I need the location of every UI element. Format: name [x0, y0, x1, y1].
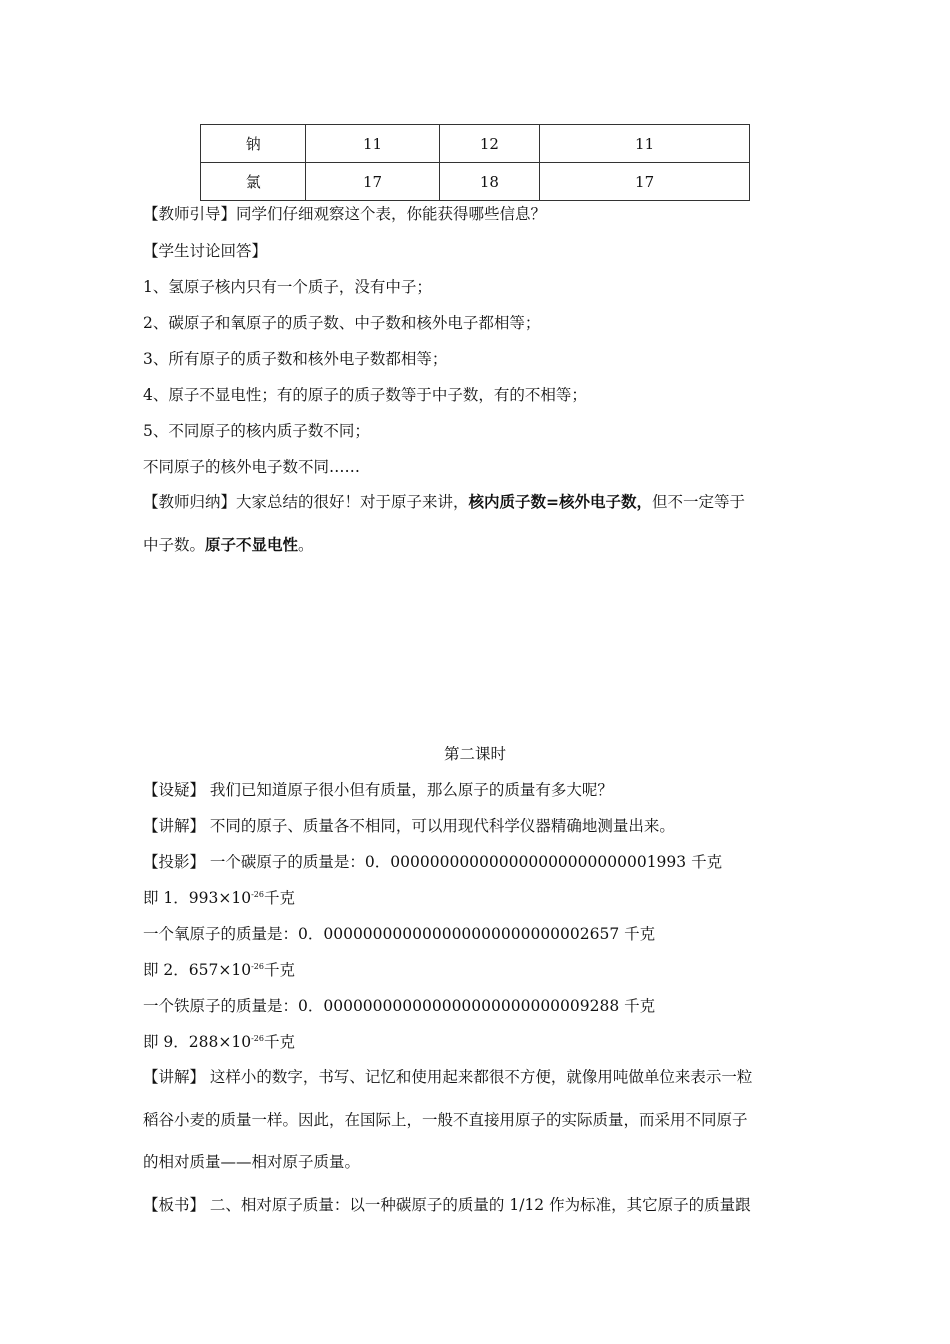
table-cell-electrons: 11	[540, 125, 750, 163]
answer-item-2: 2、碳原子和氧原子的质子数、中子数和核外电子都相等；	[143, 314, 541, 332]
table-row	[201, 125, 750, 163]
iron-exponent: -26	[251, 1033, 264, 1043]
explain-line-2: 【讲解】 这样小的数字，书写、记忆和使用起来都很不方便，就像用吨做单位来表示一粒	[143, 1068, 753, 1086]
teacher-summary-line	[143, 491, 745, 513]
oxygen-unit: 千克	[263, 961, 295, 979]
answer-item-1: 1、氢原子核内只有一个质子，没有中子；	[143, 278, 432, 296]
summary-text: 中子数。	[143, 536, 206, 554]
summary-text-end: 但不一定等于	[652, 493, 746, 511]
answer-item-3: 3、所有原子的质子数和核外电子数都相等；	[143, 350, 448, 368]
blackboard-line: 【板书】 二、相对原子质量：以一种碳原子的质量的 1/12 作为标准，其它原子的质量跟	[143, 1196, 751, 1214]
table-cell-neutrons: 18	[439, 163, 539, 201]
table-cell-element: 钠	[201, 125, 306, 163]
answer-item-5: 5、不同原子的核内质子数不同；	[143, 422, 370, 440]
student-discussion-heading: 【学生讨论回答】	[143, 242, 268, 260]
carbon-exponent: -26	[251, 889, 264, 899]
atom-table	[200, 124, 750, 201]
oxygen-scientific-line	[143, 959, 295, 981]
summary-punct: 。	[298, 536, 314, 554]
carbon-unit: 千克	[263, 889, 295, 907]
table-cell-neutrons: 12	[439, 125, 539, 163]
carbon-mantissa: 即 1．993×10	[143, 889, 252, 907]
table-row	[201, 163, 750, 201]
iron-mantissa: 即 9．288×10	[143, 1033, 252, 1051]
oxygen-mantissa: 即 2．657×10	[143, 961, 252, 979]
iron-unit: 千克	[263, 1033, 295, 1051]
table-cell-protons: 11	[306, 125, 439, 163]
explain-line-4: 的相对质量——相对原子质量。	[143, 1153, 361, 1171]
section-title: 第二课时	[443, 745, 506, 763]
table-cell-protons: 17	[306, 163, 439, 201]
iron-scientific-line	[143, 1031, 295, 1053]
question-line: 【设疑】 我们已知道原子很小但有质量，那么原子的质量有多大呢？	[143, 781, 613, 799]
teacher-guide-line: 【教师引导】同学们仔细观察这个表，你能获得哪些信息？	[143, 205, 547, 223]
oxygen-exponent: -26	[251, 961, 264, 971]
table-cell-electrons: 17	[540, 163, 750, 201]
explain-line: 【讲解】 不同的原子、质量各不相同，可以用现代科学仪器精确地测量出来。	[143, 817, 675, 835]
explain-line-3: 稻谷小麦的质量一样。因此，在国际上，一般不直接用原子的实际质量，而采用不同原子	[143, 1111, 748, 1129]
table-cell-element: 氯	[201, 163, 306, 201]
summary-bold-neutral: 原子不显电性	[205, 536, 299, 554]
teacher-summary-line-2	[143, 534, 314, 556]
summary-bold-rule: 核内质子数=核外电子数，	[468, 493, 653, 511]
carbon-scientific-line	[143, 887, 295, 909]
oxygen-mass-line: 一个氧原子的质量是：0．000000000000000000000000002657 千克	[143, 925, 656, 943]
summary-text: 【教师归纳】大家总结的很好！对于原子来讲，	[143, 493, 469, 511]
projection-carbon-line: 【投影】 一个碳原子的质量是：0．000000000000000000000000001993 千克	[143, 853, 723, 871]
answer-item-6: 不同原子的核外电子数不同……	[143, 458, 361, 476]
answer-item-4: 4、原子不显电性；有的原子的质子数等于中子数，有的不相等；	[143, 386, 587, 404]
iron-mass-line: 一个铁原子的质量是：0．000000000000000000000000009288 千克	[143, 997, 656, 1015]
